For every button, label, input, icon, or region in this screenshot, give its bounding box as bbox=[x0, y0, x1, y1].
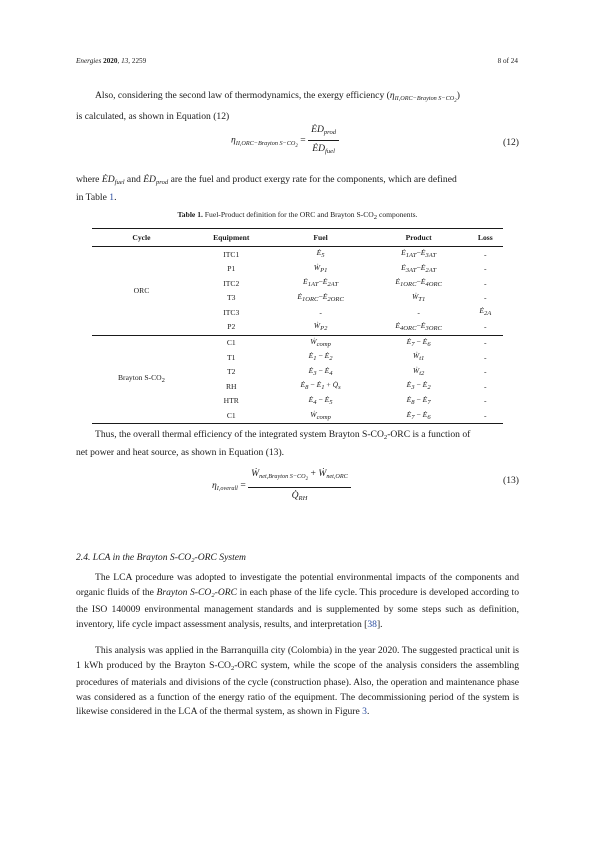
column-header-loss: Loss bbox=[468, 229, 503, 247]
product-cell: $Ė_8$ − $Ė_7$ bbox=[406, 394, 431, 406]
product-cell: $Ė_{1AT}-Ė_{3AT}$ bbox=[401, 248, 437, 259]
loss-cell: $Ė_{2A}$ bbox=[479, 306, 492, 318]
product-cell: $Ė_7$ − $Ė_6$ bbox=[370, 409, 468, 424]
equation-13-fraction: $\frac{Ẇ_{net,Brayton S-CO_2} + Ẇ_{net,ORC}}{Q̇_{RH}}$ bbox=[248, 466, 351, 506]
fuel-cell: Ẇ$_{P1}$ bbox=[313, 262, 328, 274]
equipment-cell: C1 bbox=[191, 409, 272, 424]
running-header-citation: Energies 2020, 13, 2259 bbox=[76, 57, 147, 65]
journal-name: Energies bbox=[76, 57, 102, 65]
equation-12: $\eta_{II,ORC-Brayton S-CO_2}$ = $\frac{ĖD_{prod}}{ĖD_{fuel}}$ bbox=[231, 122, 339, 159]
figure-3-link[interactable]: 3 bbox=[362, 706, 367, 718]
fuel-product-table bbox=[92, 228, 503, 424]
table-row bbox=[92, 247, 503, 262]
column-header-cycle: Cycle bbox=[92, 229, 191, 247]
equipment-cell: P1 bbox=[227, 264, 236, 274]
equipment-cell: T2 bbox=[227, 367, 236, 377]
journal-year: 2020 bbox=[103, 57, 118, 65]
equipment-cell: P2 bbox=[227, 322, 236, 332]
equipment-cell: HTR bbox=[223, 396, 239, 406]
page-number: 8 of 24 bbox=[497, 57, 518, 65]
fuel-cell: $Ė_{1AT}-Ė_{2AT}$ bbox=[303, 277, 339, 289]
equation-13-number: (13) bbox=[503, 475, 519, 486]
loss-cell: - bbox=[484, 293, 487, 303]
section-heading-2-4: 2.4. LCA in the Brayton $S-CO_2$-ORC System bbox=[76, 552, 246, 564]
fuel-cell: $Ė_5$ bbox=[316, 248, 325, 259]
fuel-cell: Ẇ$_{comp}$ bbox=[272, 335, 370, 350]
product-cell: Ẇ$_{t1}$ bbox=[412, 351, 425, 363]
product-cell: $Ė_3$ − $Ė_2$ bbox=[406, 380, 431, 392]
loss-cell: - bbox=[484, 381, 487, 391]
loss-cell: - bbox=[484, 322, 487, 332]
equation-12-number: (12) bbox=[503, 137, 519, 148]
fuel-cell: - bbox=[319, 307, 322, 317]
product-cell: $Ė_{3AT}-Ė_{2AT}$ bbox=[401, 262, 437, 274]
paragraph-exergy-intro: Also, considering the second law of thermodynamics, the exergy efficiency $(\eta_{II,ORC-Brayton S-CO_2})$ is calculated, as shown in Equation (12) bbox=[76, 90, 460, 122]
table-1-caption: Table 1. Fuel-Product definition for the ORC and Brayton $S-CO_2$ components. bbox=[177, 210, 418, 221]
fuel-cell: $Ė_8$ − $Ė_1$ + $Q̇_s$ bbox=[300, 380, 341, 392]
journal-volume: 13 bbox=[121, 57, 129, 65]
product-cell: - bbox=[417, 307, 420, 317]
article-number: 2259 bbox=[131, 57, 147, 65]
equipment-cell: ITC1 bbox=[223, 249, 240, 259]
equation-13: $\eta_{I,overall}$ = $\frac{Ẇ_{net,Brayton S-CO_2} + Ẇ_{net,ORC}}{Q̇_{RH}}$ bbox=[212, 466, 351, 506]
column-header-equipment: Equipment bbox=[191, 229, 272, 247]
paragraph-lca-scope: This analysis was applied in the Barranquilla city (Colombia) in the year 2020. The suggested practical unit is 1 kWh produced by the Brayton $S-CO_2$-ORC system, while the scope of the analysis considers the assembling procedures of materials and divisions of the cycle (construction phase). Also, the operation and maintenance phase was considered as a function of the energy ratio of the equipment. The decommissioning period of the system is likewise considered in the LCA of the thermal system, as shown in Figure 3. bbox=[76, 645, 519, 718]
equation-12-fraction: $\frac{ĖD_{prod}}{ĖD_{fuel}}$ bbox=[308, 122, 339, 159]
table-row bbox=[92, 335, 503, 350]
column-header-product: Product bbox=[370, 229, 468, 247]
column-header-fuel: Fuel bbox=[272, 229, 370, 247]
fuel-cell: $Ė_{1ORC}-Ė_{2ORC}$ bbox=[297, 291, 344, 303]
loss-cell: - bbox=[484, 278, 487, 288]
equipment-cell: C1 bbox=[191, 335, 272, 350]
fuel-cell: $Ė_1$ − $Ė_2$ bbox=[308, 351, 333, 363]
equipment-cell: ITC2 bbox=[223, 278, 240, 288]
equipment-cell: T1 bbox=[227, 352, 236, 362]
product-cell: $Ė_{4ORC}-Ė_{3ORC}$ bbox=[395, 320, 442, 332]
paragraph-fuel-product: where $ĖD_{fuel}$ and $ĖD_{prod}$ are the fuel and product exergy rate for the components, which are defined in Table 1. bbox=[76, 174, 457, 203]
fuel-cell: $Ė_3$ − $Ė_4$ bbox=[308, 365, 333, 377]
reference-38-link[interactable]: 38 bbox=[367, 618, 377, 630]
cycle-cell: Brayton $S-CO_2$ bbox=[92, 335, 191, 424]
loss-cell: - bbox=[468, 409, 503, 424]
equipment-cell: RH bbox=[225, 381, 237, 391]
product-cell: Ẇ$_{t2}$ bbox=[412, 365, 425, 377]
loss-cell: - bbox=[484, 367, 487, 377]
table-1-link[interactable]: 1 bbox=[109, 191, 115, 203]
product-cell: Ẇ$_{T1}$ bbox=[411, 291, 426, 303]
fuel-cell: $Ė_4$ − $Ė_5$ bbox=[308, 394, 333, 406]
product-cell: $Ė_7$ − $Ė_6$ bbox=[370, 335, 468, 350]
paragraph-overall-efficiency: Thus, the overall thermal efficiency of the integrated system Brayton $S-CO_2$-ORC is a function of net power and heat source, as shown in Equation (13). bbox=[76, 429, 471, 458]
paragraph-lca-procedure: The LCA procedure was adopted to investigate the potential environmental impacts of the components and organic fluids of the Brayton $S-CO_2$-ORC in each phase of the life cycle. This procedure is developed according to the ISO 140009 environmental management standards and is supplemented by some steps such as definition, inventory, life cycle impact assessment analysis, results, and interpretation [38]. bbox=[76, 572, 519, 630]
loss-cell: - bbox=[484, 396, 487, 406]
loss-cell: - bbox=[468, 335, 503, 350]
fuel-cell: Ẇ$_{comp}$ bbox=[272, 409, 370, 424]
cycle-cell: ORC bbox=[133, 285, 150, 295]
loss-cell: - bbox=[484, 352, 487, 362]
loss-cell: - bbox=[484, 264, 487, 274]
product-cell: $Ė_{1ORC}-Ė_{4ORC}$ bbox=[395, 277, 442, 289]
equipment-cell: ITC3 bbox=[223, 307, 240, 317]
loss-cell: - bbox=[484, 249, 487, 259]
exergy-efficiency-symbol: $\eta_{II,ORC-Brayton S-CO_2}$ bbox=[389, 90, 457, 104]
table-header-row bbox=[92, 229, 503, 247]
fuel-cell: Ẇ$_{P2}$ bbox=[313, 320, 328, 332]
equipment-cell: T3 bbox=[227, 293, 236, 303]
table-body bbox=[92, 247, 503, 424]
